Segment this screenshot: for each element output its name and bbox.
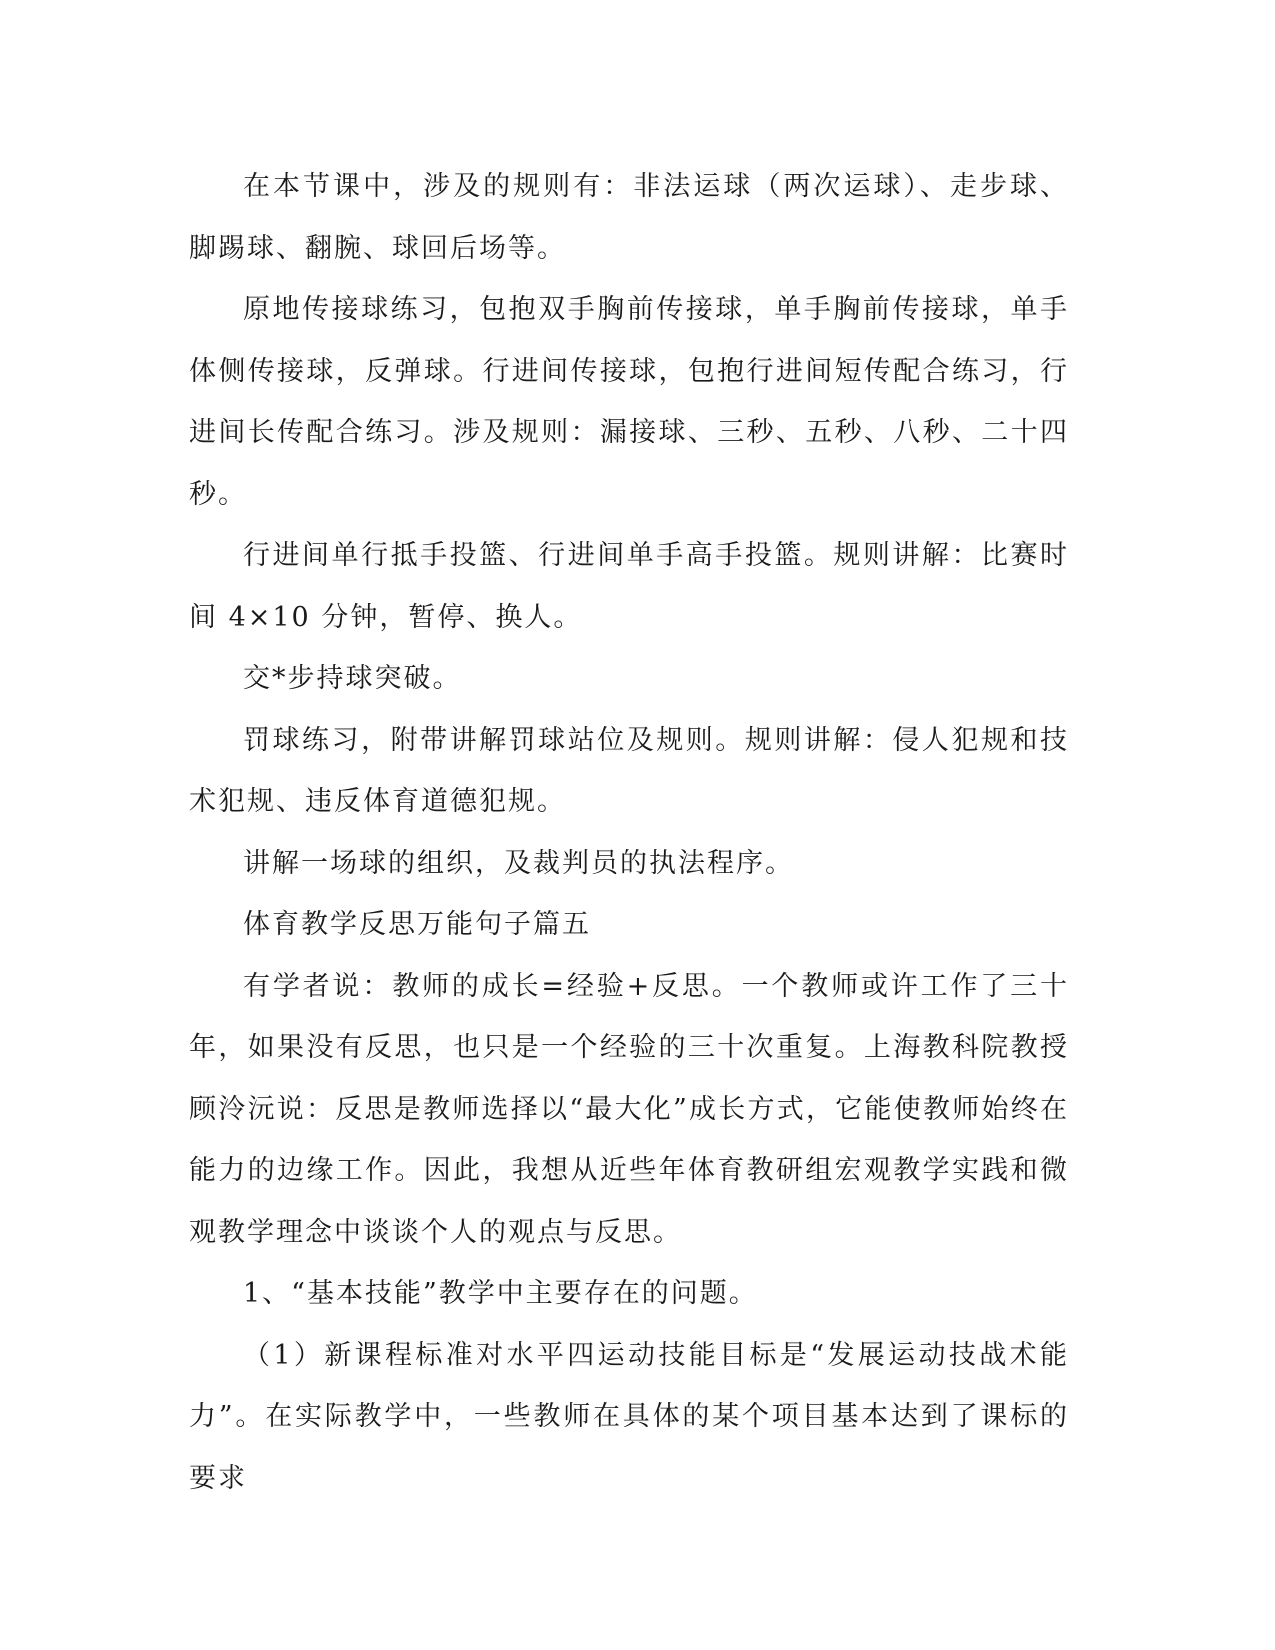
- paragraph-game-organization: 讲解一场球的组织，及裁判员的执法程序。: [243, 847, 794, 879]
- paragraph-reflection: 有学者说：教师的成长=经验+反思。一个教师或许工作了三十年，如果没有反思，也只是一个经验的三十次重复。上海教科院教授顾泠沅说：反思是教师选择以“最大化”成长方式，它能使教师始终在能力的边缘工作。因此，我想从近些年体育教研组宏观教学实践和微观教学理念中谈谈个人的观点与反思。: [189, 970, 1069, 1248]
- paragraph-passing-practice: 原地传接球练习，包抱双手胸前传接球，单手胸前传接球，单手体侧传接球，反弹球。行进间传接球，包抱行进间短传配合练习，行进间长传配合练习。涉及规则：漏接球、三秒、五秒、八秒、二十四秒。: [189, 294, 1069, 510]
- paragraph-free-throw: 罚球练习，附带讲解罚球站位及规则。规则讲解：侵人犯规和技术犯规、违反体育道德犯规。: [189, 724, 1069, 817]
- paragraph-crossover: 交*步持球突破。: [243, 663, 462, 694]
- paragraph-issue-one: （1）新课程标准对水平四运动技能目标是“发展运动技战术能力”。在实际教学中，一些教师在具体的某个项目基本达到了课标的要求: [189, 1339, 1069, 1494]
- paragraph-issue-heading: 1、“基本技能”教学中主要存在的问题。: [243, 1278, 758, 1309]
- section-heading: 体育教学反思万能句子篇五: [243, 909, 591, 940]
- paragraph-rules-intro: 在本节课中，涉及的规则有：非法运球（两次运球）、走步球、脚踢球、翻腕、球回后场等。: [189, 171, 1069, 264]
- paragraph-layup: 行进间单行抵手投篮、行进间单手高手投篮。规则讲解：比赛时间 4×10 分钟，暂停、换人。: [189, 540, 1069, 633]
- document-body: [189, 156, 1069, 1509]
